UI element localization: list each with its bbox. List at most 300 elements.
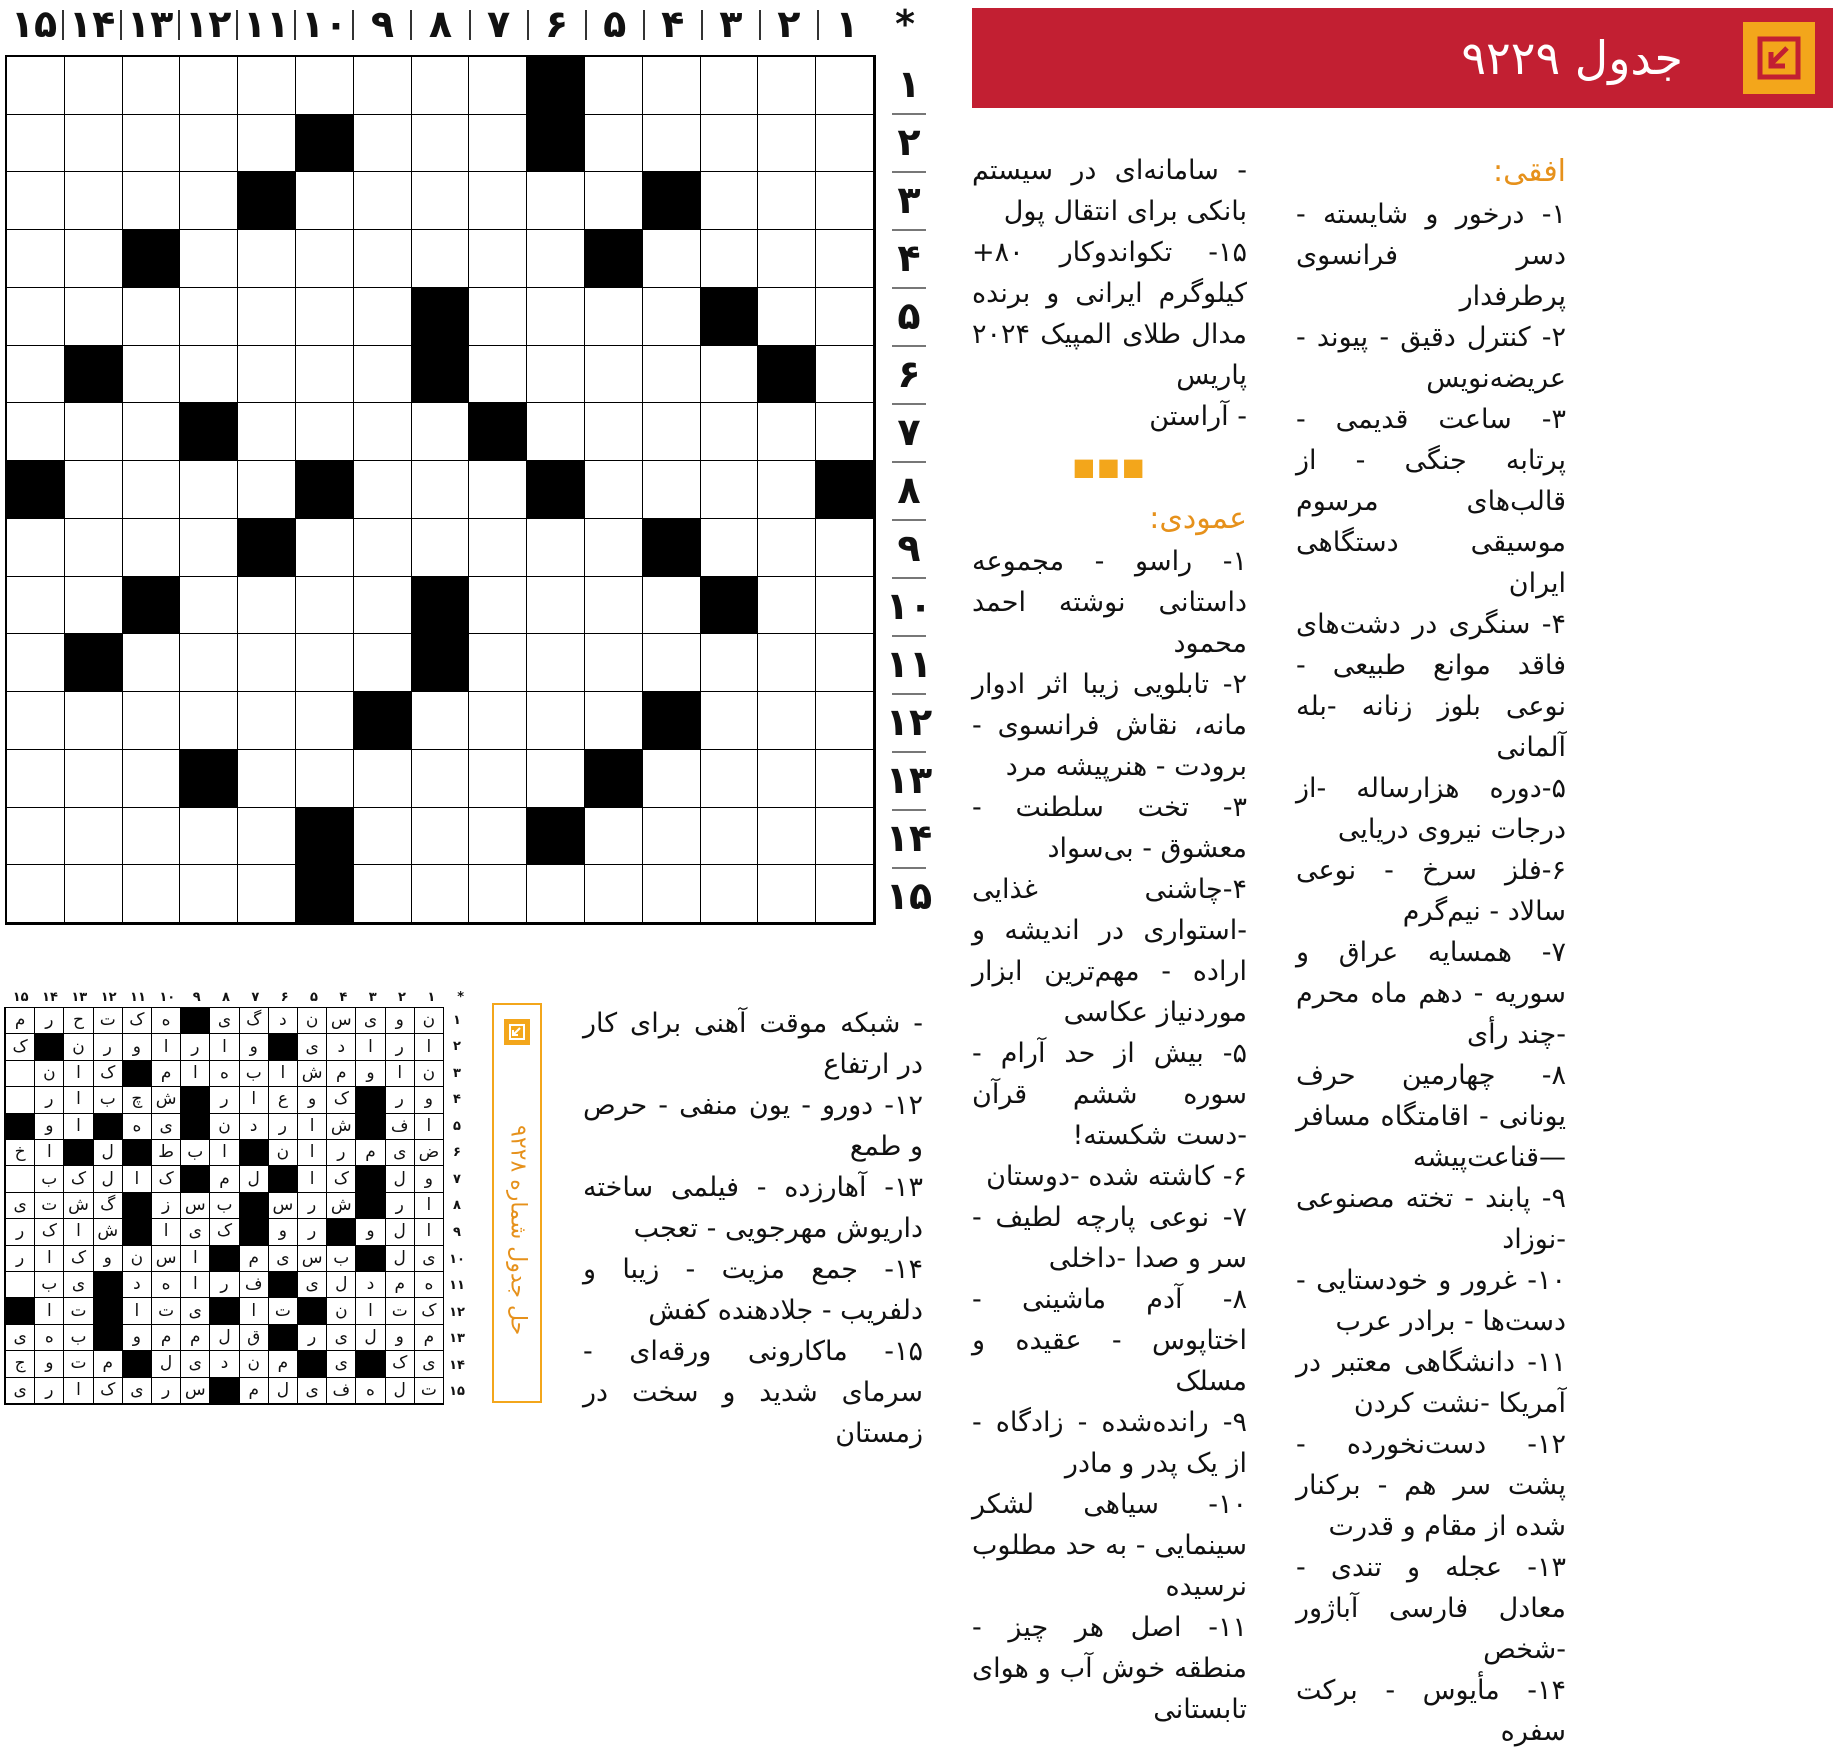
solution-cell: س (297, 1246, 326, 1272)
grid-cell[interactable] (469, 346, 527, 404)
grid-cell[interactable] (585, 634, 643, 692)
solution-cell: و (414, 1166, 443, 1192)
solution-cell: ت (63, 1298, 92, 1324)
grid-cell[interactable] (469, 750, 527, 808)
grid-cell[interactable] (238, 692, 296, 750)
solution-column-number: ۱۳ (71, 989, 88, 1005)
solution-black-cell (122, 1061, 151, 1087)
grid-cell[interactable] (65, 172, 123, 230)
grid-cell[interactable] (354, 750, 412, 808)
grid-cell[interactable] (7, 230, 65, 288)
grid-cell[interactable] (123, 865, 181, 923)
grid-cell[interactable] (180, 115, 238, 173)
grid-cell[interactable] (123, 288, 181, 346)
clue-text: ۴- سنگری در دشت‌های فاقد موانع طبیعی - نوعی بلوز زنانه -بله آلمانی (1296, 609, 1566, 763)
grid-cell[interactable] (585, 57, 643, 115)
grid-cell[interactable] (527, 634, 585, 692)
grid-cell[interactable] (65, 519, 123, 577)
grid-cell[interactable] (816, 115, 874, 173)
grid-cell[interactable] (643, 808, 701, 866)
solution-cell: ک (34, 1219, 63, 1245)
grid-cell[interactable] (412, 230, 470, 288)
grid-cell[interactable] (816, 57, 874, 115)
grid-cell[interactable] (816, 403, 874, 461)
column-separator (62, 10, 64, 40)
column-number: ۹ (370, 2, 395, 46)
grid-cell[interactable] (180, 692, 238, 750)
grid-cell[interactable] (585, 577, 643, 635)
grid-cell[interactable] (123, 461, 181, 519)
grid-cell[interactable] (701, 172, 759, 230)
solution-label-box (492, 1003, 542, 1403)
solution-cell: ل (209, 1325, 238, 1351)
grid-cell[interactable] (816, 634, 874, 692)
grid-cell[interactable] (123, 692, 181, 750)
grid-cell[interactable] (7, 750, 65, 808)
solution-cell: د (268, 1008, 297, 1034)
solution-cell: ه (151, 1008, 180, 1034)
grid-cell[interactable] (65, 57, 123, 115)
column-separator (759, 10, 761, 40)
grid-cell[interactable] (816, 865, 874, 923)
grid-cell[interactable] (180, 172, 238, 230)
solution-cell: ت (151, 1298, 180, 1324)
grid-cell[interactable] (701, 461, 759, 519)
grid-cell[interactable] (180, 230, 238, 288)
solution-black-cell (180, 1166, 209, 1192)
grid-cell[interactable] (65, 750, 123, 808)
grid-cell[interactable] (643, 288, 701, 346)
grid-cell[interactable] (65, 403, 123, 461)
solution-row-number: ۸ (453, 1198, 461, 1214)
grid-cell[interactable] (354, 346, 412, 404)
column-separator (236, 10, 238, 40)
grid-cell[interactable] (180, 865, 238, 923)
grid-cell[interactable] (585, 403, 643, 461)
solution-cell: ج (5, 1351, 34, 1377)
grid-cell[interactable] (527, 346, 585, 404)
grid-cell[interactable] (7, 692, 65, 750)
clue-text: ۱۵- تکواندوکار ۸۰+ کیلوگرم ایرانی و برنده مدال طلای المپیک ۲۰۲۴ پاریس (972, 237, 1247, 391)
black-cell (7, 461, 65, 519)
grid-cell[interactable] (7, 403, 65, 461)
grid-cell[interactable] (238, 57, 296, 115)
grid-cell[interactable] (527, 288, 585, 346)
grid-cell[interactable] (527, 519, 585, 577)
grid-cell[interactable] (238, 346, 296, 404)
column-number: ۳ (719, 2, 743, 46)
grid-cell[interactable] (758, 172, 816, 230)
grid-cell[interactable] (585, 808, 643, 866)
grid-cell[interactable] (7, 519, 65, 577)
grid-cell[interactable] (816, 230, 874, 288)
solution-cell: ل (151, 1351, 180, 1377)
solution-cell: ف (239, 1272, 268, 1298)
black-cell (758, 346, 816, 404)
grid-cell[interactable] (180, 288, 238, 346)
grid-cell[interactable] (758, 865, 816, 923)
solution-cell: ل (385, 1378, 414, 1404)
solution-cell: گ (239, 1008, 268, 1034)
grid-cell[interactable] (354, 865, 412, 923)
grid-cell[interactable] (123, 808, 181, 866)
solution-cell: ا (414, 1219, 443, 1245)
column-number: ۱۰ (301, 2, 348, 46)
solution-cell: ل (385, 1246, 414, 1272)
grid-cell[interactable] (643, 115, 701, 173)
solution-black-cell (355, 1087, 384, 1113)
grid-cell[interactable] (238, 750, 296, 808)
row-separator (892, 867, 926, 869)
grid-cell[interactable] (469, 577, 527, 635)
grid-cell[interactable] (469, 865, 527, 923)
grid-cell[interactable] (354, 57, 412, 115)
solution-cell: ی (297, 1034, 326, 1060)
grid-cell[interactable] (123, 519, 181, 577)
grid-cell[interactable] (354, 172, 412, 230)
grid-cell[interactable] (701, 230, 759, 288)
grid-cell[interactable] (354, 519, 412, 577)
solution-cell: ن (268, 1140, 297, 1166)
grid-cell[interactable] (758, 115, 816, 173)
solution-cell: ر (151, 1378, 180, 1404)
grid-cell[interactable] (238, 115, 296, 173)
grid-cell[interactable] (758, 230, 816, 288)
grid-cell[interactable] (7, 865, 65, 923)
grid-cell[interactable] (238, 577, 296, 635)
grid-cell[interactable] (758, 808, 816, 866)
grid-cell[interactable] (123, 57, 181, 115)
black-cell (585, 230, 643, 288)
page-title: جدول ۹۲۲۹ (1461, 31, 1683, 85)
grid-cell[interactable] (643, 461, 701, 519)
grid-cell[interactable] (643, 57, 701, 115)
grid-cell[interactable] (7, 577, 65, 635)
black-cell (527, 808, 585, 866)
grid-cell[interactable] (412, 750, 470, 808)
grid-cell[interactable] (296, 750, 354, 808)
grid-cell[interactable] (758, 461, 816, 519)
grid-cell[interactable] (123, 634, 181, 692)
grid-cell[interactable] (816, 346, 874, 404)
solution-cell: ر (297, 1193, 326, 1219)
grid-cell[interactable] (527, 750, 585, 808)
grid-cell[interactable] (354, 808, 412, 866)
grid-cell[interactable] (412, 115, 470, 173)
grid-cell[interactable] (180, 461, 238, 519)
grid-cell[interactable] (354, 634, 412, 692)
grid-cell[interactable] (585, 519, 643, 577)
grid-cell[interactable] (643, 750, 701, 808)
grid-cell[interactable] (123, 172, 181, 230)
grid-cell[interactable] (585, 115, 643, 173)
grid-cell[interactable] (296, 172, 354, 230)
grid-cell[interactable] (412, 519, 470, 577)
grid-cell[interactable] (238, 634, 296, 692)
solution-cell: ل (93, 1166, 122, 1192)
grid-cell[interactable] (585, 865, 643, 923)
row-separator (892, 171, 926, 173)
grid-cell[interactable] (7, 808, 65, 866)
grid-cell[interactable] (180, 577, 238, 635)
grid-cell[interactable] (238, 808, 296, 866)
grid-cell[interactable] (65, 577, 123, 635)
black-cell (643, 692, 701, 750)
black-cell (296, 865, 354, 923)
grid-cell[interactable] (296, 230, 354, 288)
grid-cell[interactable] (238, 865, 296, 923)
grid-cell[interactable] (758, 634, 816, 692)
solution-cell (5, 1166, 34, 1192)
grid-cell[interactable] (527, 403, 585, 461)
grid-cell[interactable] (412, 865, 470, 923)
grid-cell[interactable] (758, 403, 816, 461)
solution-column-number: ۱۱ (130, 989, 146, 1005)
clue-text: ۱۲- دست‌نخورده - پشت سر هم - برکنار شده از مقام و قدرت (1296, 1429, 1566, 1542)
black-cell (412, 346, 470, 404)
grid-cell[interactable] (701, 57, 759, 115)
column-separator (643, 10, 645, 40)
solution-cell: ک (93, 1378, 122, 1404)
column-separator (527, 10, 529, 40)
grid-cell[interactable] (180, 519, 238, 577)
grid-cell[interactable] (296, 577, 354, 635)
grid-cell[interactable] (643, 577, 701, 635)
grid-cell[interactable] (527, 692, 585, 750)
grid-cell[interactable] (758, 288, 816, 346)
solution-cell: ا (63, 1061, 92, 1087)
grid-cell[interactable] (296, 634, 354, 692)
solution-cell: ا (34, 1298, 63, 1324)
grid-cell[interactable] (7, 288, 65, 346)
logo-icon (1743, 22, 1815, 94)
grid-cell[interactable] (65, 692, 123, 750)
grid-cell[interactable] (238, 288, 296, 346)
solution-cell: ب (326, 1246, 355, 1272)
grid-cell[interactable] (758, 577, 816, 635)
grid-cell[interactable] (527, 865, 585, 923)
grid-cell[interactable] (65, 808, 123, 866)
solution-cell: ک (63, 1166, 92, 1192)
solution-cell: ن (414, 1061, 443, 1087)
row-number: ۶ (897, 352, 921, 396)
solution-cell: ت (93, 1008, 122, 1034)
grid-cell[interactable] (585, 461, 643, 519)
solution-cell: ا (297, 1114, 326, 1140)
horizontal-clues (1296, 150, 1566, 1752)
grid-cell[interactable] (816, 577, 874, 635)
grid-cell[interactable] (469, 519, 527, 577)
grid-cell[interactable] (643, 403, 701, 461)
solution-cell: ز (151, 1193, 180, 1219)
grid-cell[interactable] (123, 403, 181, 461)
crossword-grid[interactable] (5, 55, 876, 925)
solution-cell: ک (326, 1087, 355, 1113)
grid-cell[interactable] (701, 692, 759, 750)
solution-cell: ا (122, 1166, 151, 1192)
grid-cell[interactable] (701, 346, 759, 404)
solution-black-cell (355, 1351, 384, 1377)
clue-text: ۱۴- مأیوس - برکت سفره (1296, 1675, 1566, 1747)
grid-cell[interactable] (412, 808, 470, 866)
grid-cell[interactable] (816, 519, 874, 577)
solution-cell: ا (151, 1034, 180, 1060)
solution-black-cell (93, 1114, 122, 1140)
solution-cell: ه (209, 1061, 238, 1087)
solution-cell: ن (122, 1246, 151, 1272)
grid-cell[interactable] (643, 634, 701, 692)
solution-black-cell (355, 1166, 384, 1192)
grid-cell[interactable] (7, 634, 65, 692)
grid-cell[interactable] (65, 230, 123, 288)
grid-cell[interactable] (65, 115, 123, 173)
grid-cell[interactable] (469, 288, 527, 346)
grid-cell[interactable] (643, 346, 701, 404)
solution-black-cell (34, 1034, 63, 1060)
grid-cell[interactable] (7, 57, 65, 115)
grid-cell[interactable] (701, 808, 759, 866)
grid-cell[interactable] (180, 634, 238, 692)
grid-cell[interactable] (180, 346, 238, 404)
grid-cell[interactable] (585, 346, 643, 404)
black-cell (65, 634, 123, 692)
grid-cell[interactable] (585, 288, 643, 346)
solution-cell: ل (385, 1166, 414, 1192)
grid-cell[interactable] (354, 230, 412, 288)
grid-cell[interactable] (238, 230, 296, 288)
solution-cell: ا (63, 1378, 92, 1404)
grid-cell[interactable] (412, 403, 470, 461)
grid-cell[interactable] (65, 288, 123, 346)
grid-cell[interactable] (527, 577, 585, 635)
grid-cell[interactable] (7, 115, 65, 173)
grid-cell[interactable] (469, 57, 527, 115)
solution-cell: ا (63, 1087, 92, 1113)
solution-black-cell (355, 1246, 384, 1272)
grid-cell[interactable] (816, 750, 874, 808)
grid-cell[interactable] (469, 172, 527, 230)
grid-cell[interactable] (469, 634, 527, 692)
row-separator (892, 345, 926, 347)
grid-cell[interactable] (758, 519, 816, 577)
grid-cell[interactable] (701, 403, 759, 461)
grid-cell[interactable] (585, 172, 643, 230)
grid-cell[interactable] (354, 403, 412, 461)
black-cell (527, 57, 585, 115)
grid-cell[interactable] (7, 346, 65, 404)
grid-cell[interactable] (643, 230, 701, 288)
row-separator (892, 751, 926, 753)
clue-text: ۸- چهارمین حرف یونانی - اقامتگاه مسافر—قناعت‌پیشه (1296, 1060, 1566, 1173)
clue-text: ۱۰- غرور و خودستایی - دست‌ها - برادر عرب (1296, 1265, 1566, 1337)
grid-cell[interactable] (296, 346, 354, 404)
grid-cell[interactable] (354, 461, 412, 519)
solution-cell: ی (385, 1140, 414, 1166)
solution-black-cell (93, 1272, 122, 1298)
solution-cell: و (93, 1246, 122, 1272)
black-cell (296, 461, 354, 519)
solution-black-cell (268, 1272, 297, 1298)
grid-cell[interactable] (701, 865, 759, 923)
grid-cell[interactable] (412, 172, 470, 230)
grid-cell[interactable] (643, 865, 701, 923)
solution-cell: م (209, 1166, 238, 1192)
grid-cell[interactable] (180, 57, 238, 115)
solution-cell: ر (385, 1087, 414, 1113)
grid-cell[interactable] (123, 115, 181, 173)
solution-row-number: ۹ (453, 1225, 461, 1241)
grid-cell[interactable] (296, 288, 354, 346)
grid-cell[interactable] (238, 403, 296, 461)
grid-cell[interactable] (65, 865, 123, 923)
grid-cell[interactable] (816, 692, 874, 750)
puzzle-header (972, 8, 1833, 108)
grid-cell[interactable] (816, 172, 874, 230)
grid-cell[interactable] (7, 172, 65, 230)
grid-cell[interactable] (123, 750, 181, 808)
grid-cell[interactable] (469, 692, 527, 750)
solution-column-number: ۴ (339, 989, 348, 1005)
grid-cell[interactable] (758, 750, 816, 808)
solution-cell: ب (63, 1325, 92, 1351)
grid-cell[interactable] (469, 808, 527, 866)
grid-cell[interactable] (296, 403, 354, 461)
grid-cell[interactable] (816, 288, 874, 346)
grid-cell[interactable] (354, 115, 412, 173)
grid-cell[interactable] (701, 115, 759, 173)
grid-cell[interactable] (65, 461, 123, 519)
grid-cell[interactable] (180, 808, 238, 866)
solution-cell: ر (5, 1219, 34, 1245)
solution-black-cell (122, 1140, 151, 1166)
row-separator (892, 113, 926, 115)
solution-row-numbers (446, 1007, 468, 1405)
grid-cell[interactable] (758, 692, 816, 750)
grid-cell[interactable] (296, 57, 354, 115)
grid-cell[interactable] (354, 577, 412, 635)
grid-cell[interactable] (816, 808, 874, 866)
grid-cell[interactable] (701, 634, 759, 692)
solution-cell: ل (326, 1272, 355, 1298)
column-number: ۱۴ (68, 2, 116, 46)
clue-text: ۷- نوعی پارچه لطیف - سر و صدا -داخلی (972, 1202, 1247, 1274)
clue-text: ۸- آدم ماشینی - اختاپوس - عقیده و مسلک (972, 1284, 1247, 1397)
solution-cell: ا (355, 1298, 384, 1324)
grid-cell[interactable] (123, 346, 181, 404)
solution-cell: ن (239, 1351, 268, 1377)
grid-cell[interactable] (296, 692, 354, 750)
grid-cell[interactable] (469, 461, 527, 519)
grid-cell[interactable] (296, 519, 354, 577)
solution-cell: ر (34, 1008, 63, 1034)
grid-cell[interactable] (238, 461, 296, 519)
solution-black-cell (209, 1378, 238, 1404)
grid-cell[interactable] (527, 230, 585, 288)
grid-cell[interactable] (701, 750, 759, 808)
grid-cell[interactable] (469, 115, 527, 173)
solution-row-number: ۷ (453, 1171, 461, 1187)
grid-cell[interactable] (585, 692, 643, 750)
grid-cell[interactable] (701, 519, 759, 577)
grid-cell[interactable] (469, 230, 527, 288)
grid-cell[interactable] (354, 288, 412, 346)
grid-cell[interactable] (527, 172, 585, 230)
grid-cell[interactable] (412, 57, 470, 115)
grid-cell[interactable] (412, 692, 470, 750)
solution-cell: گ (93, 1193, 122, 1219)
grid-cell[interactable] (758, 57, 816, 115)
grid-cell[interactable] (412, 461, 470, 519)
